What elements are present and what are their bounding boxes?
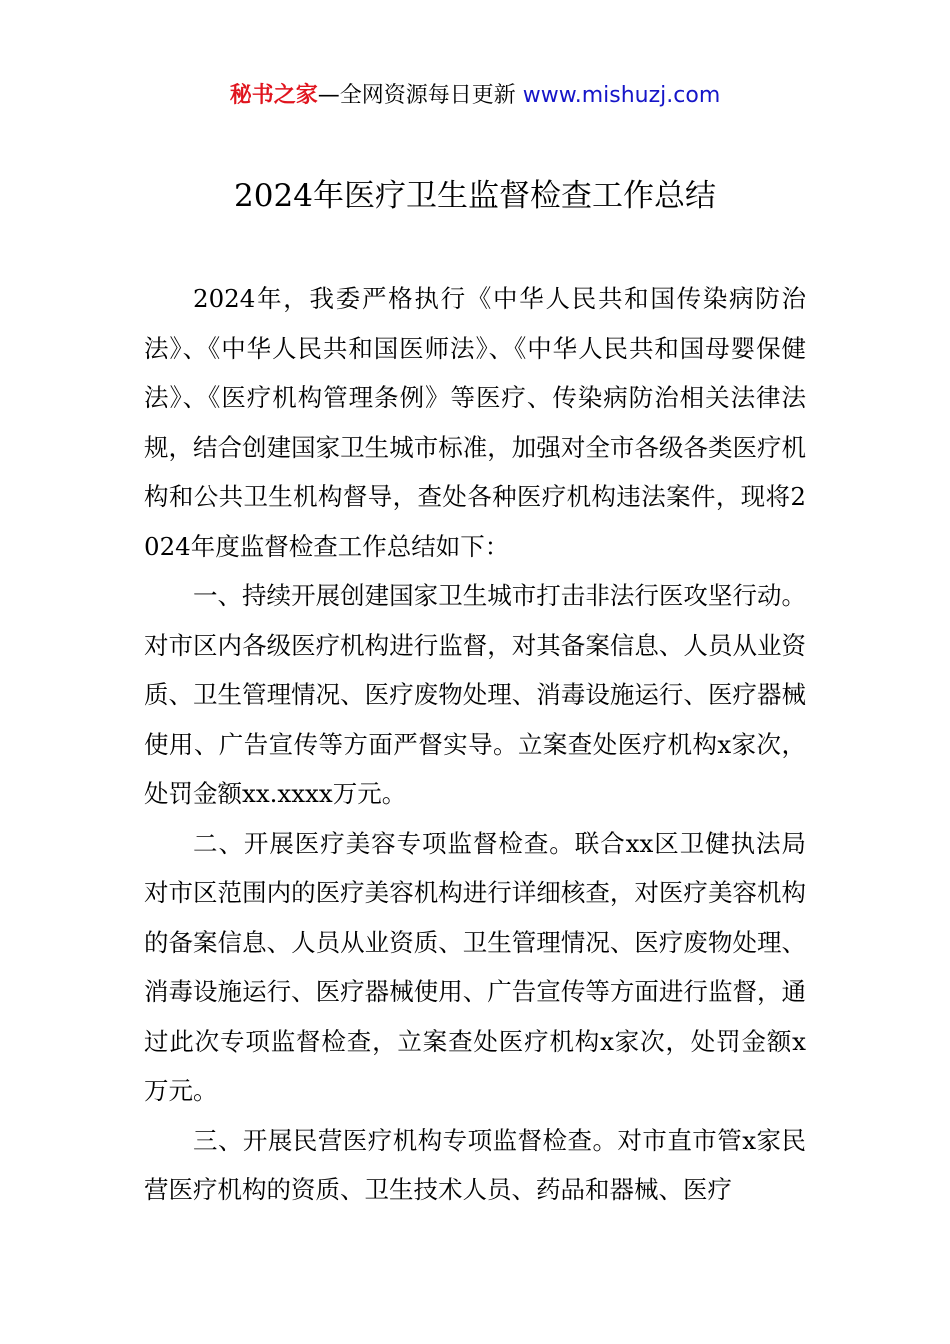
site-brand[interactable]: 秘书之家 [229, 83, 318, 108]
site-tagline: —全网资源每日更新 [317, 83, 516, 108]
document-title: 2024年医疗卫生监督检查工作总结 [234, 178, 716, 214]
paragraph-section-3: 三、开展民营医疗机构专项监督检查。对市直市管x家民营医疗机构的资质、卫生技术人员、药品和器械、医疗 [144, 1125, 806, 1204]
paragraph-section-1: 一、持续开展创建国家卫生城市打击非法行医攻坚行动。对市区内各级医疗机构进行监督，对其备案信息、人员从业资质、卫生管理情况、医疗废物处理、消毒设施运行、医疗器械使用、广告宣传等方面严督实导。立案查处医疗机构x家次，处罚金额xx.xxxx万元。 [144, 581, 806, 808]
site-url-link[interactable]: www.mishuzj.com [522, 83, 721, 108]
paragraph-intro: 2024年，我委严格执行《中华人民共和国传染病防治法》、《中华人民共和国医师法》、《中华人民共和国母婴保健法》、《医疗机构管理条例》等医疗、传染病防治相关法律法规，结合创建国家卫生城市标准，加强对全市各级各类医疗机构和公共卫生机构督导，查处各种医疗机构违法案件，现将2024年度监督检查工作总结如下： [144, 284, 806, 561]
site-header [0, 80, 950, 112]
paragraph-section-2: 二、开展医疗美容专项监督检查。联合xx区卫健执法局对市区范围内的医疗美容机构进行详细核查，对医疗美容机构的备案信息、人员从业资质、卫生管理情况、医疗废物处理、消毒设施运行、医疗器械使用、广告宣传等方面进行监督，通过此次专项监督检查，立案查处医疗机构x家次，处罚金额x万元。 [144, 828, 806, 1105]
document-body [144, 274, 806, 1215]
